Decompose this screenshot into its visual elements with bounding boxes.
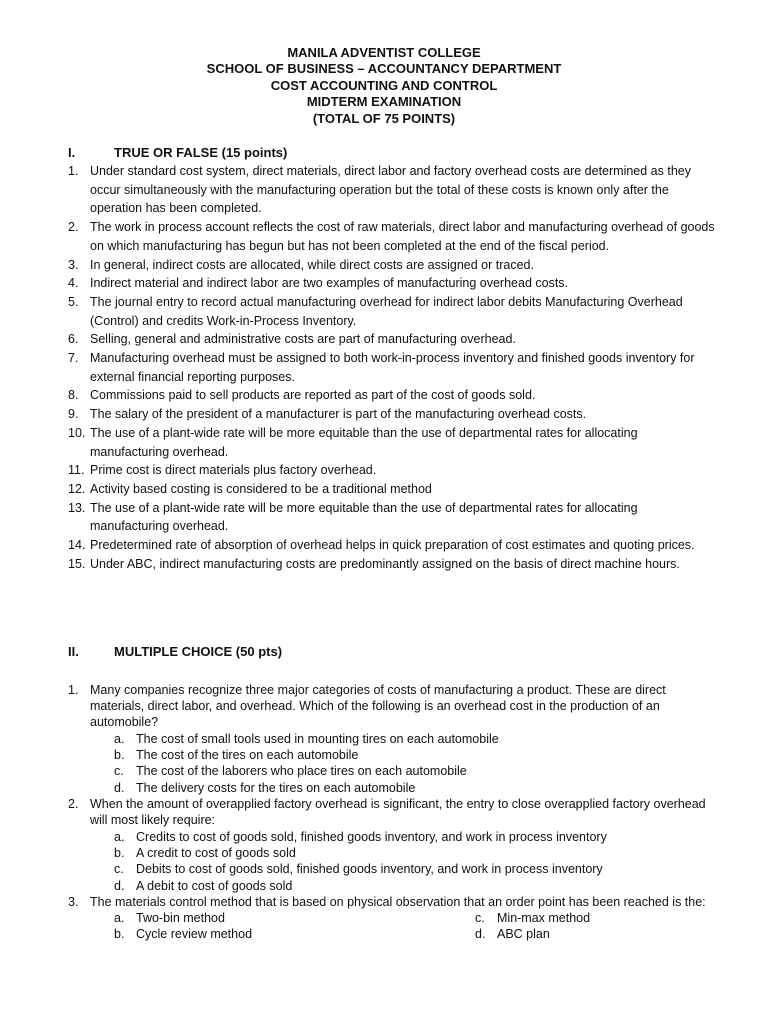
answer-option-row xyxy=(68,910,718,926)
answer-option-row xyxy=(68,926,718,942)
item-number: 2. xyxy=(68,220,79,235)
item-number: 1. xyxy=(68,164,79,178)
question-number: 3. xyxy=(68,895,79,910)
department-name: SCHOOL OF BUSINESS – ACCOUNTANCY DEPARTMENT xyxy=(206,61,562,77)
option-letter: d. xyxy=(114,878,125,893)
option-text: A debit to cost of goods sold xyxy=(136,878,293,893)
list-item xyxy=(68,218,718,255)
list-item xyxy=(68,330,718,349)
option-letter: a. xyxy=(114,911,125,926)
answer-option xyxy=(68,731,718,747)
answer-option xyxy=(68,861,718,877)
list-item xyxy=(68,386,718,405)
list-item xyxy=(68,349,718,386)
item-text: Indirect material and indirect labor are two examples of manufacturing overhead costs. xyxy=(90,276,569,291)
item-text: Selling, general and administrative costs are part of manufacturing overhead. xyxy=(90,332,516,347)
question xyxy=(68,682,718,731)
item-text: Predetermined rate of absorption of overhead helps in quick preparation of cost estimates and quoting prices. xyxy=(90,538,695,553)
section-title: TRUE OR FALSE (15 points) xyxy=(114,145,288,160)
section-number: I. xyxy=(68,145,76,160)
option-text: Two-bin method xyxy=(136,911,225,926)
list-item xyxy=(68,424,718,461)
answer-option xyxy=(68,878,718,894)
item-text: In general, indirect costs are allocated, while direct costs are assigned or traced. xyxy=(90,257,534,272)
option-text: Credits to cost of goods sold, finished goods inventory, and work in process inventory xyxy=(136,829,607,844)
list-item xyxy=(68,480,718,499)
section-number: II. xyxy=(68,644,79,659)
question xyxy=(68,894,718,910)
option-text: The cost of the tires on each automobile xyxy=(136,748,359,763)
option-letter: a. xyxy=(114,731,125,746)
list-item xyxy=(68,162,718,218)
item-number: 9. xyxy=(68,407,79,422)
item-number: 11. xyxy=(68,463,85,478)
item-number: 13. xyxy=(68,500,86,515)
question-text: The materials control method that is based on physical observation that an order point has been reached is the: xyxy=(90,895,706,910)
item-number: 15. xyxy=(68,556,86,571)
item-text: The use of a plant-wide rate will be more equitable than the use of departmental rates for allocating manufacturing overhead. xyxy=(90,425,638,459)
question-text: Many companies recognize three major categories of costs of manufacturing a product. These are direct materials, direct labor, and overhead. Which of the following is an overhead cost in the production of an automobile? xyxy=(90,683,666,730)
question-text: When the amount of overapplied factory overhead is significant, the entry to close overapplied factory overhead will most likely require: xyxy=(90,797,706,828)
item-number: 5. xyxy=(68,294,79,309)
list-item xyxy=(68,499,718,536)
item-text: Under standard cost system, direct materials, direct labor and factory overhead costs are determined as they occur simultaneously with the manufacturing operation but the total of these costs is known only after the operation has been completed. xyxy=(90,164,691,216)
item-text: The use of a plant-wide rate will be more equitable than the use of departmental rates for allocating manufacturing overhead. xyxy=(90,500,638,534)
option-letter: c. xyxy=(475,911,485,926)
college-name: MANILA ADVENTIST COLLEGE xyxy=(287,45,481,60)
option-letter: c. xyxy=(114,862,124,877)
answer-option xyxy=(68,845,718,861)
item-text: Manufacturing overhead must be assigned to both work-in-process inventory and finished goods inventory for external financial reporting purposes. xyxy=(90,351,695,384)
item-text: Prime cost is direct materials plus factory overhead. xyxy=(90,463,377,478)
item-text: The salary of the president of a manufacturer is part of the manufacturing overhead costs. xyxy=(90,407,587,422)
question-number: 1. xyxy=(68,683,79,697)
item-number: 4. xyxy=(68,276,79,291)
option-text: The cost of small tools used in mounting tires on each automobile xyxy=(136,731,499,746)
item-text: The journal entry to record actual manufacturing overhead for indirect labor debits Manufacturing Overhead (Control) and credits Work-in-Process Inventory. xyxy=(90,294,683,328)
option-letter: d. xyxy=(475,927,486,942)
answer-option xyxy=(68,763,718,779)
item-number: 7. xyxy=(68,351,79,366)
option-text: The delivery costs for the tires on each automobile xyxy=(136,780,416,795)
answer-option xyxy=(68,829,718,845)
option-letter: b. xyxy=(114,846,125,861)
item-number: 3. xyxy=(68,257,79,272)
option-letter: c. xyxy=(114,764,124,779)
option-text: A credit to cost of goods sold xyxy=(136,846,296,861)
question xyxy=(68,796,718,828)
question-number: 2. xyxy=(68,797,79,812)
option-text: Min-max method xyxy=(497,911,591,926)
option-letter: d. xyxy=(114,780,125,795)
list-item xyxy=(68,405,718,424)
course-title: COST ACCOUNTING AND CONTROL xyxy=(270,77,498,93)
item-number: 12. xyxy=(68,481,86,496)
list-item xyxy=(68,555,718,574)
item-text: Activity based costing is considered to be a traditional method xyxy=(90,481,432,496)
item-number: 6. xyxy=(68,332,79,347)
list-item xyxy=(68,536,718,555)
answer-option xyxy=(68,747,718,763)
exam-title: MIDTERM EXAMINATION xyxy=(306,94,462,110)
option-letter: a. xyxy=(114,829,125,844)
list-item xyxy=(68,256,718,275)
exam-header xyxy=(0,45,768,127)
option-text: Debits to cost of goods sold, finished goods inventory, and work in process inventory xyxy=(136,862,603,877)
list-item xyxy=(68,274,718,293)
list-item xyxy=(68,293,718,330)
section-title: MULTIPLE CHOICE (50 pts) xyxy=(114,644,283,659)
item-text: Commissions paid to sell products are reported as part of the cost of goods sold. xyxy=(90,388,536,403)
item-number: 8. xyxy=(68,388,79,403)
option-text: Cycle review method xyxy=(136,927,253,942)
item-text: Under ABC, indirect manufacturing costs are predominantly assigned on the basis of direct machine hours. xyxy=(90,556,680,571)
item-number: 10. xyxy=(68,425,86,440)
item-number: 14. xyxy=(68,538,86,553)
true-false-list xyxy=(68,162,718,573)
multiple-choice-list xyxy=(68,682,718,942)
option-text: ABC plan xyxy=(497,927,550,942)
option-letter: b. xyxy=(114,927,125,942)
option-letter: b. xyxy=(114,748,125,763)
item-text: The work in process account reflects the cost of raw materials, direct labor and manufacturing overhead of goods on which manufacturing has begun but has not been completed at the end of the fiscal period. xyxy=(90,220,715,253)
total-points: (TOTAL OF 75 POINTS) xyxy=(312,110,456,126)
answer-option xyxy=(68,780,718,796)
list-item xyxy=(68,461,718,480)
option-text: The cost of the laborers who place tires on each automobile xyxy=(136,764,467,779)
